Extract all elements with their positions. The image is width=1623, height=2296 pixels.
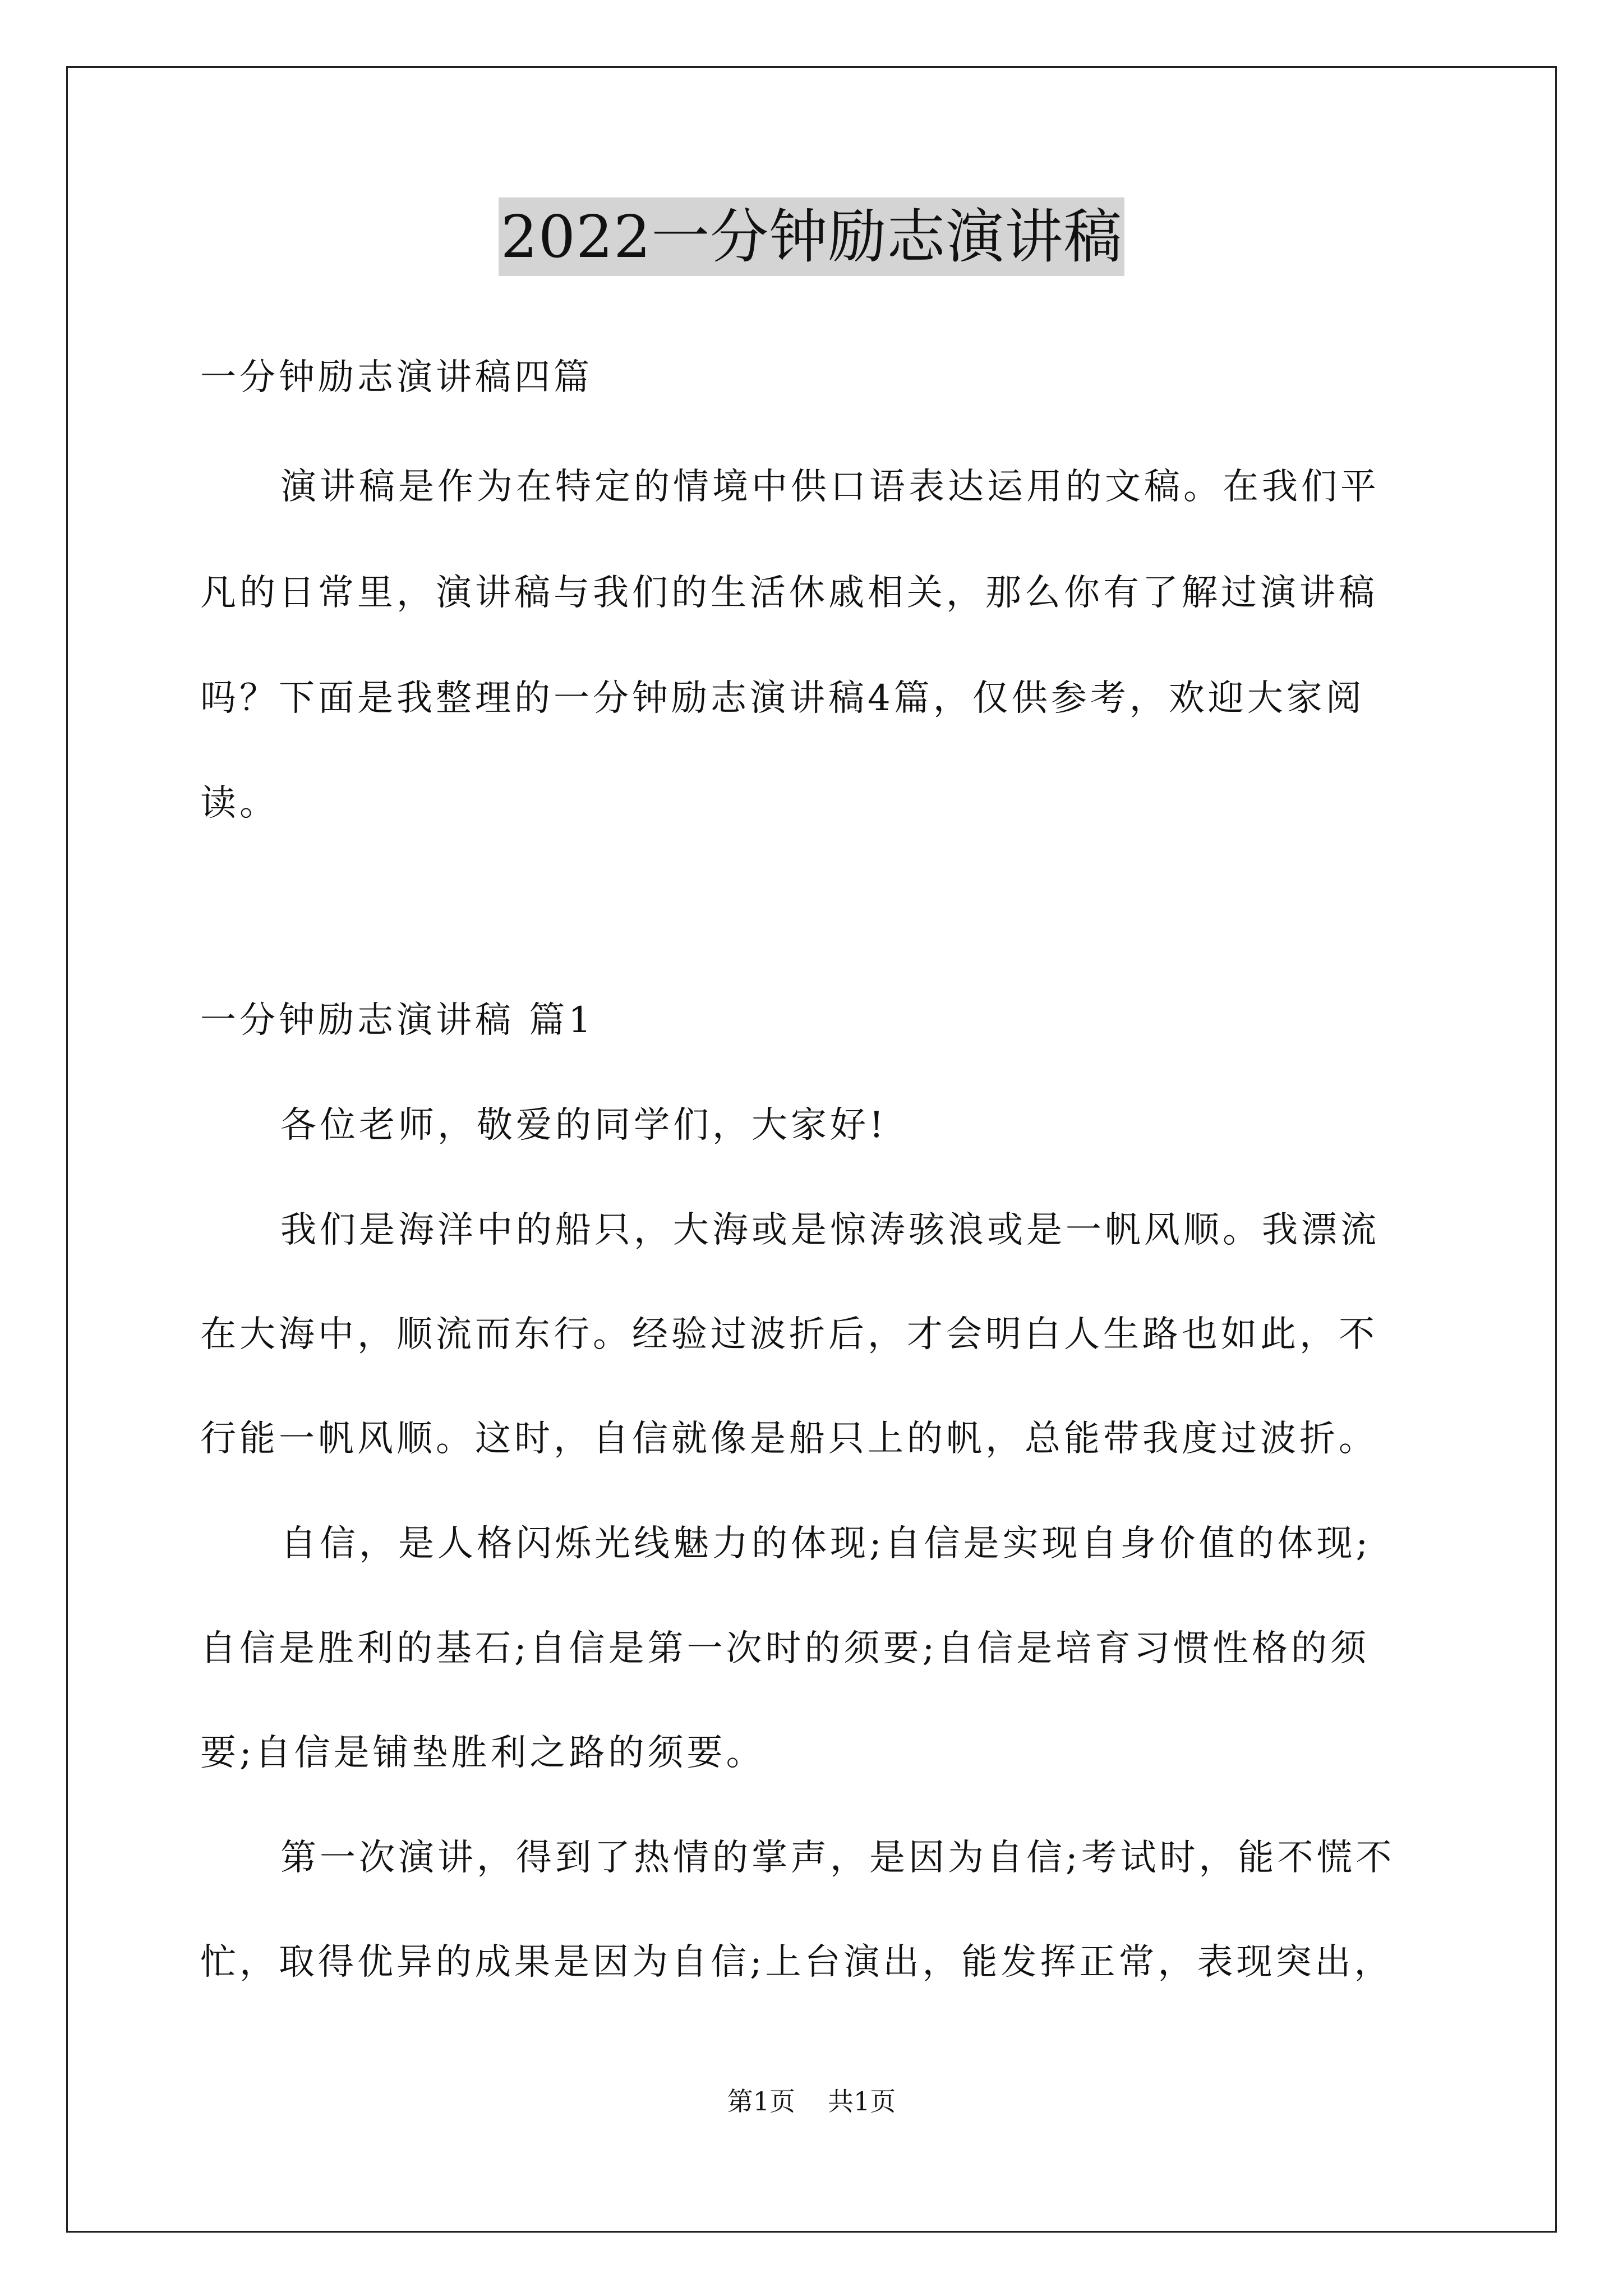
- paragraph-line: 自信，是人格闪烁光线魅力的体现;自信是实现自身价值的体现;: [280, 1523, 1372, 1565]
- title-container: [0, 197, 1623, 276]
- document-subtitle: 一分钟励志演讲稿四篇: [200, 357, 593, 398]
- document-title: 2022一分钟励志演讲稿: [499, 197, 1125, 276]
- paragraph-line: 要;自信是铺垫胜利之路的须要。: [200, 1732, 766, 1774]
- intro-line: 凡的日常里，演讲稿与我们的生活休戚相关，那么你有了解过演讲稿: [200, 572, 1378, 614]
- section-heading: 一分钟励志演讲稿 篇1: [200, 1000, 595, 1041]
- page-total: 共1页: [828, 2086, 896, 2116]
- paragraph-line: 在大海中，顺流而东行。经验过波折后，才会明白人生路也如此，不: [200, 1314, 1378, 1355]
- greeting-line: 各位老师，敬爱的同学们，大家好!: [280, 1105, 887, 1146]
- intro-line: 演讲稿是作为在特定的情境中供口语表达运用的文稿。在我们平: [280, 466, 1380, 508]
- paragraph-line: 自信是胜利的基石;自信是第一次时的须要;自信是培育习惯性格的须: [200, 1628, 1370, 1669]
- paragraph-line: 第一次演讲，得到了热情的掌声，是因为自信;考试时，能不慌不: [280, 1837, 1395, 1879]
- page-number: 第1页: [727, 2086, 795, 2116]
- paragraph-line: 忙，取得优异的成果是因为自信;上台演出，能发挥正常，表现突出，: [200, 1941, 1394, 1983]
- paragraph-line: 我们是海洋中的船只，大海或是惊涛骇浪或是一帆风顺。我漂流: [280, 1209, 1380, 1251]
- paragraph-line: 行能一帆风顺。这时，自信就像是船只上的帆，总能带我度过波折。: [200, 1418, 1378, 1460]
- intro-line: 吗？下面是我整理的一分钟励志演讲稿4篇，仅供参考，欢迎大家阅: [200, 678, 1365, 719]
- page-footer: [0, 2085, 1623, 2118]
- intro-line: 读。: [200, 783, 279, 824]
